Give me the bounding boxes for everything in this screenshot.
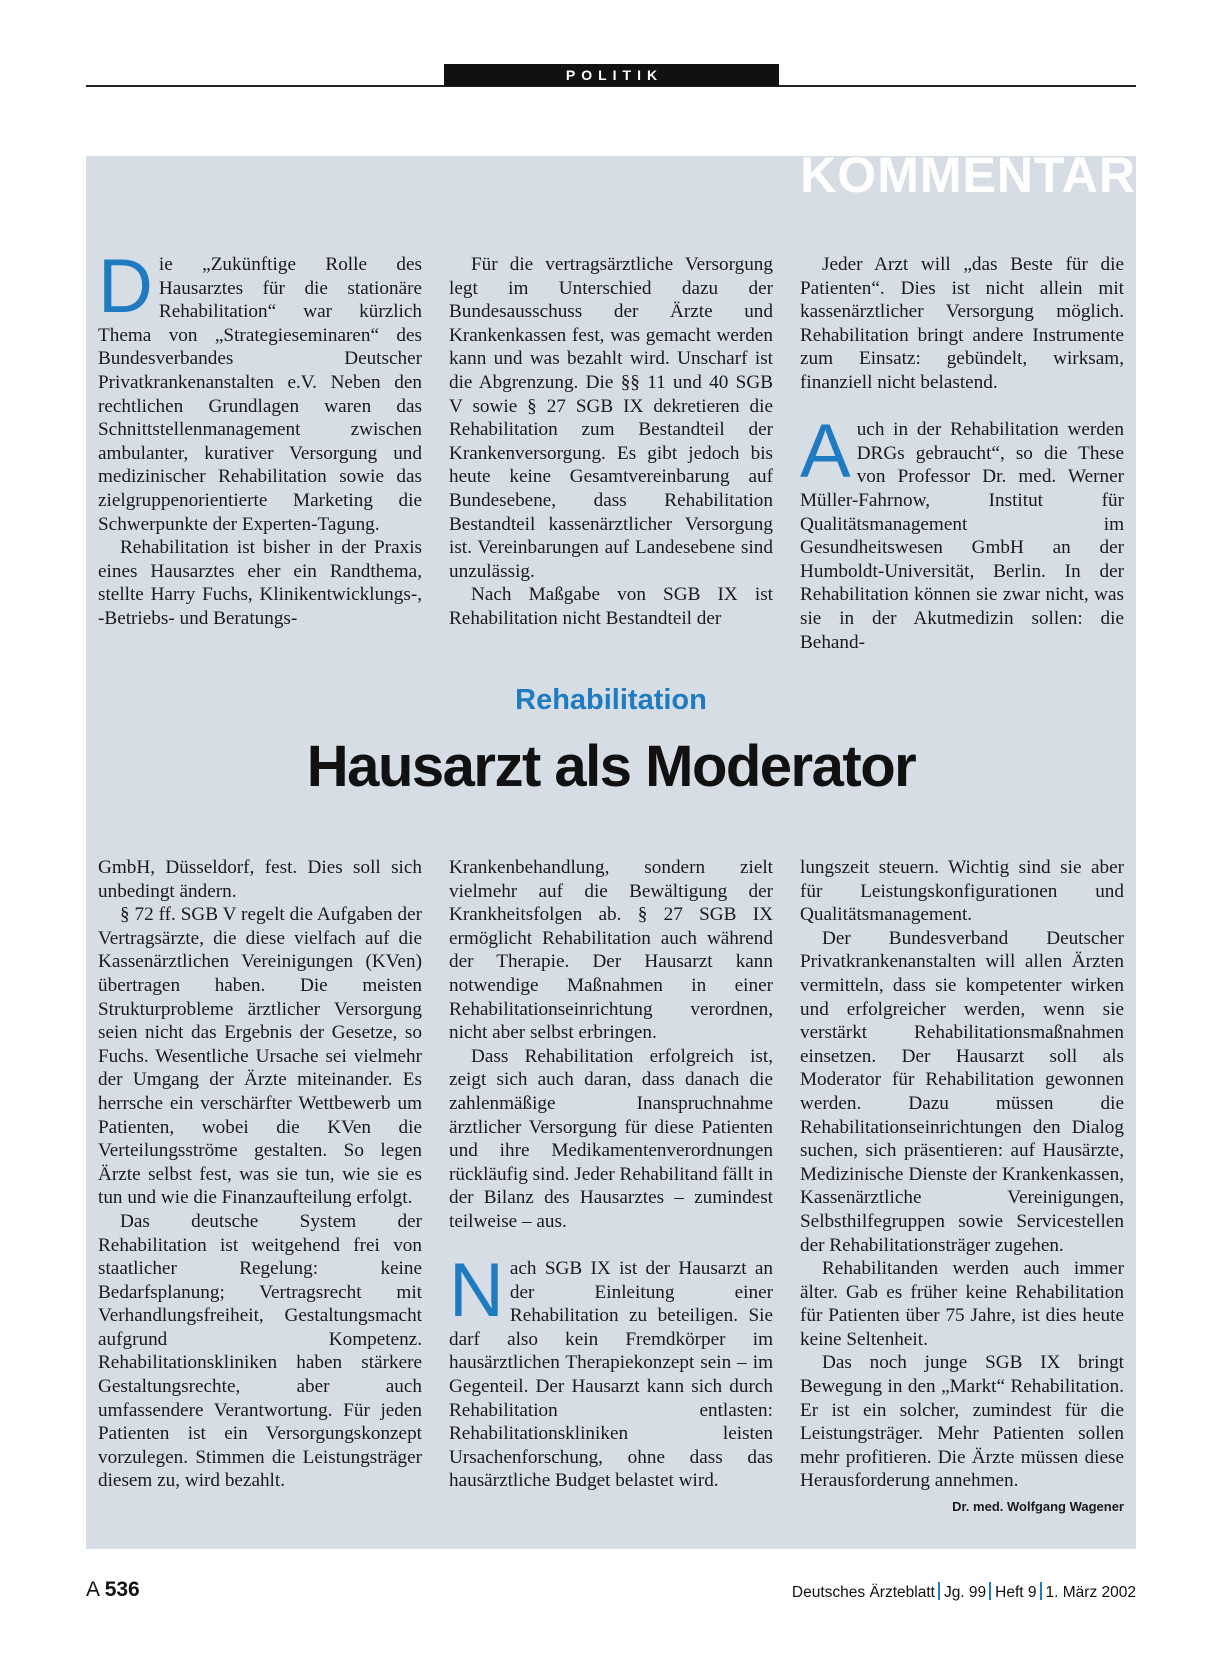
drop-cap: D [98, 244, 153, 329]
lower-column-2 [449, 856, 773, 1493]
paragraph: Auch in der Rehabilitation werden DRGs gebraucht“, so die These von Professor Dr. med. Werner Müller-Fahrnow, Institut für Qualitätsmanagement im Gesundheitswesen GmbH an der Humboldt-Universität, Berlin. In der Rehabilitation können sie zwar nicht, was sie in der Akutmedizin sollen: die Behand- [800, 409, 1124, 653]
paragraph: GmbH, Düsseldorf, fest. Dies soll sich unbedingt ändern. [98, 857, 422, 902]
separator [989, 1582, 991, 1600]
headline: Hausarzt als Moderator [306, 734, 916, 799]
commentary-panel [86, 156, 1136, 1549]
paragraph: Nach Maßgabe von SGB IX ist Rehabilitation nicht Bestandteil der [449, 584, 773, 629]
paragraph: Krankenbehandlung, sondern zielt vielmehr auf die Bewältigung der Krankheitsfolgen ab. § 27 SGB IX ermöglicht Rehabilitation auch während der Therapie. Der Hausarzt kann notwendige Maßnahmen in einer Rehabilitationseinrichtung verordnen, nicht aber selbst erbringen. [449, 857, 773, 1044]
journal-footer [792, 1582, 1136, 1602]
issue-date: 1. März 2002 [1045, 1584, 1136, 1601]
paragraph: § 72 ff. SGB V regelt die Aufgaben der Vertragsärzte, die diese vielfach auf die Kassenärztlichen Vereinigungen (KVen) übertragen haben. Die meisten Strukturprobleme ärztlicher Versorgung seien nicht das Ergebnis der Gesetze, so Fuchs. Wesentliche Ursache sei vielmehr der Umgang der Ärzte miteinander. Es herrsche ein verschärfter Wettbewerb um Patienten, wobei die KVen die Verteilungsströme gestalten. So legen Ärzte selbst fest, was sie tun, wie sie es tun und wie die Finanzaufteilung erfolgt. [98, 904, 422, 1209]
paragraph: Für die vertragsärztliche Versorgung legt im Unterschied dazu der Bundesausschuss der Ärzte und Krankenkassen fest, was gemacht werden kann und was bezahlt wird. Unscharf ist die Abgrenzung. Die §§ 11 und 40 SGB V sowie § 27 SGB IX dekretieren die Rehabilitation zum Bestandteil der Krankenversorgung. Es gibt jedoch bis heute keine Gesamtvereinbarung auf Bundesebene, dass Rehabilitation Bestandteil kassenärztlicher Versorgung ist. Vereinbarungen auf Landesebene sind unzulässig. [449, 254, 773, 582]
paragraph: Dass Rehabilitation erfolgreich ist, zeigt sich auch daran, dass danach die zahlenmäßige Inanspruchnahme ärztlicher Versorgung für diese Patienten und ihre Medikamentenverordnungen rückläufig sind. Jeder Rehabilitand fällt in der Bilanz des Hausarztes – zumindest teilweise – aus. [449, 1045, 773, 1232]
issue: Heft 9 [995, 1584, 1037, 1601]
volume: Jg. 99 [943, 1584, 987, 1601]
separator [1040, 1582, 1042, 1600]
page-number: A 536 [86, 1578, 140, 1601]
upper-column-2 [449, 253, 773, 631]
drop-cap: N [449, 1248, 504, 1334]
drop-cap: A [800, 409, 851, 495]
separator [938, 1582, 940, 1600]
section-label: POLITIK [444, 64, 779, 86]
lower-column-1 [98, 856, 422, 1493]
paragraph: Das noch junge SGB IX bringt Bewegung in den „Markt“ Rehabilitation. Er ist ein solcher, zumindest für die Leistungsträger. Mehr Patienten sollen mehr profitieren. Die Ärzte müssen diese Herausforderung annehmen. Dr. med. Wolfgang Wagener [800, 1351, 1124, 1493]
kicker-label: KOMMENTAR [800, 156, 1136, 203]
paragraph: Die „Zukünftige Rolle des Hausarztes für die stationäre Rehabilitation“ war kürzlich Thema von „Strategieseminaren“ des Bundesverbandes Deutscher Privatkrankenanstalten e.V. Neben den rechtlichen Grundlagen waren das Schnittstellenmanagement zwischen ambulanter, kurativer Versorgung und medizinischer Rehabilitation sowie das zielgruppenorientierte Marketing die Schwerpunkte der Experten-Tagung. [98, 244, 422, 535]
paragraph: Nach SGB IX ist der Hausarzt an der Einleitung einer Rehabilitation zu beteiligen. Sie darf also kein Fremdkörper im hausärztlichen Therapiekonzept sein – im Gegenteil. Der Hausarzt kann sich durch Rehabilitation entlasten: Rehabilitationskliniken leisten Ursachenforschung, ohne dass das hausärztliche Budget belastet wird. [449, 1248, 773, 1492]
paragraph: Der Bundesverband Deutscher Privatkrankenanstalten will allen Ärzten vermitteln, dass sie kompetenter wirken und erfolgreicher werden, wenn sie verstärkt Rehabilitationsmaßnahmen einsetzen. Der Hausarzt soll als Moderator für Rehabilitation gewonnen werden. Dazu müssen die Rehabilitationseinrichtungen den Dialog suchen, sich präsentieren: auf Hausärzte, Medizinische Dienste der Krankenkassen, Kassenärztliche Vereinigungen, Selbsthilfegruppen sowie Servicestellen der Rehabilitationsträger zugehen. [800, 927, 1124, 1256]
rubric: Rehabilitation [515, 684, 707, 716]
paragraph: Rehabilitation ist bisher in der Praxis eines Hausarztes eher ein Randthema, stellte Harry Fuchs, Klinikentwicklungs-, -Betriebs- und Beratungs- [98, 537, 422, 629]
journal-name: Deutsches Ärzteblatt [791, 1584, 935, 1601]
paragraph: Rehabilitanden werden auch immer älter. Gab es früher keine Rehabilitation für Patienten über 75 Jahre, ist dies heute keine Seltenheit. [800, 1258, 1124, 1350]
paragraph: Jeder Arzt will „das Beste für die Patienten“. Dies ist nicht allein mit kassenärztlicher Versorgung möglich. Rehabilitation bringt andere Instrumente zum Einsatz: gebündelt, wirksam, finanziell nicht belastend. [800, 254, 1124, 393]
author-byline: Dr. med. Wolfgang Wagener [952, 1499, 1124, 1515]
lower-column-3 [800, 856, 1124, 1519]
paragraph: Das deutsche System der Rehabilitation ist weitgehend frei von staatlicher Regelung: keine Bedarfsplanung; Vertragsrecht mit Verhandlungsfreiheit, Gestaltungsmacht aufgrund Kompetenz. Rehabilitationskliniken haben stärkere Gestaltungsrechte, aber auch umfassendere Verantwortung. Für jeden Patienten ist ein Versorgungskonzept vorzulegen. Stimmen die Leistungsträger diesem zu, wird bezahlt. [98, 1210, 422, 1492]
upper-column-1 [98, 244, 422, 631]
paragraph: lungszeit steuern. Wichtig sind sie aber für Leistungskonfigurationen und Qualitätsmanagement. [800, 857, 1124, 926]
upper-column-3 [800, 253, 1124, 654]
